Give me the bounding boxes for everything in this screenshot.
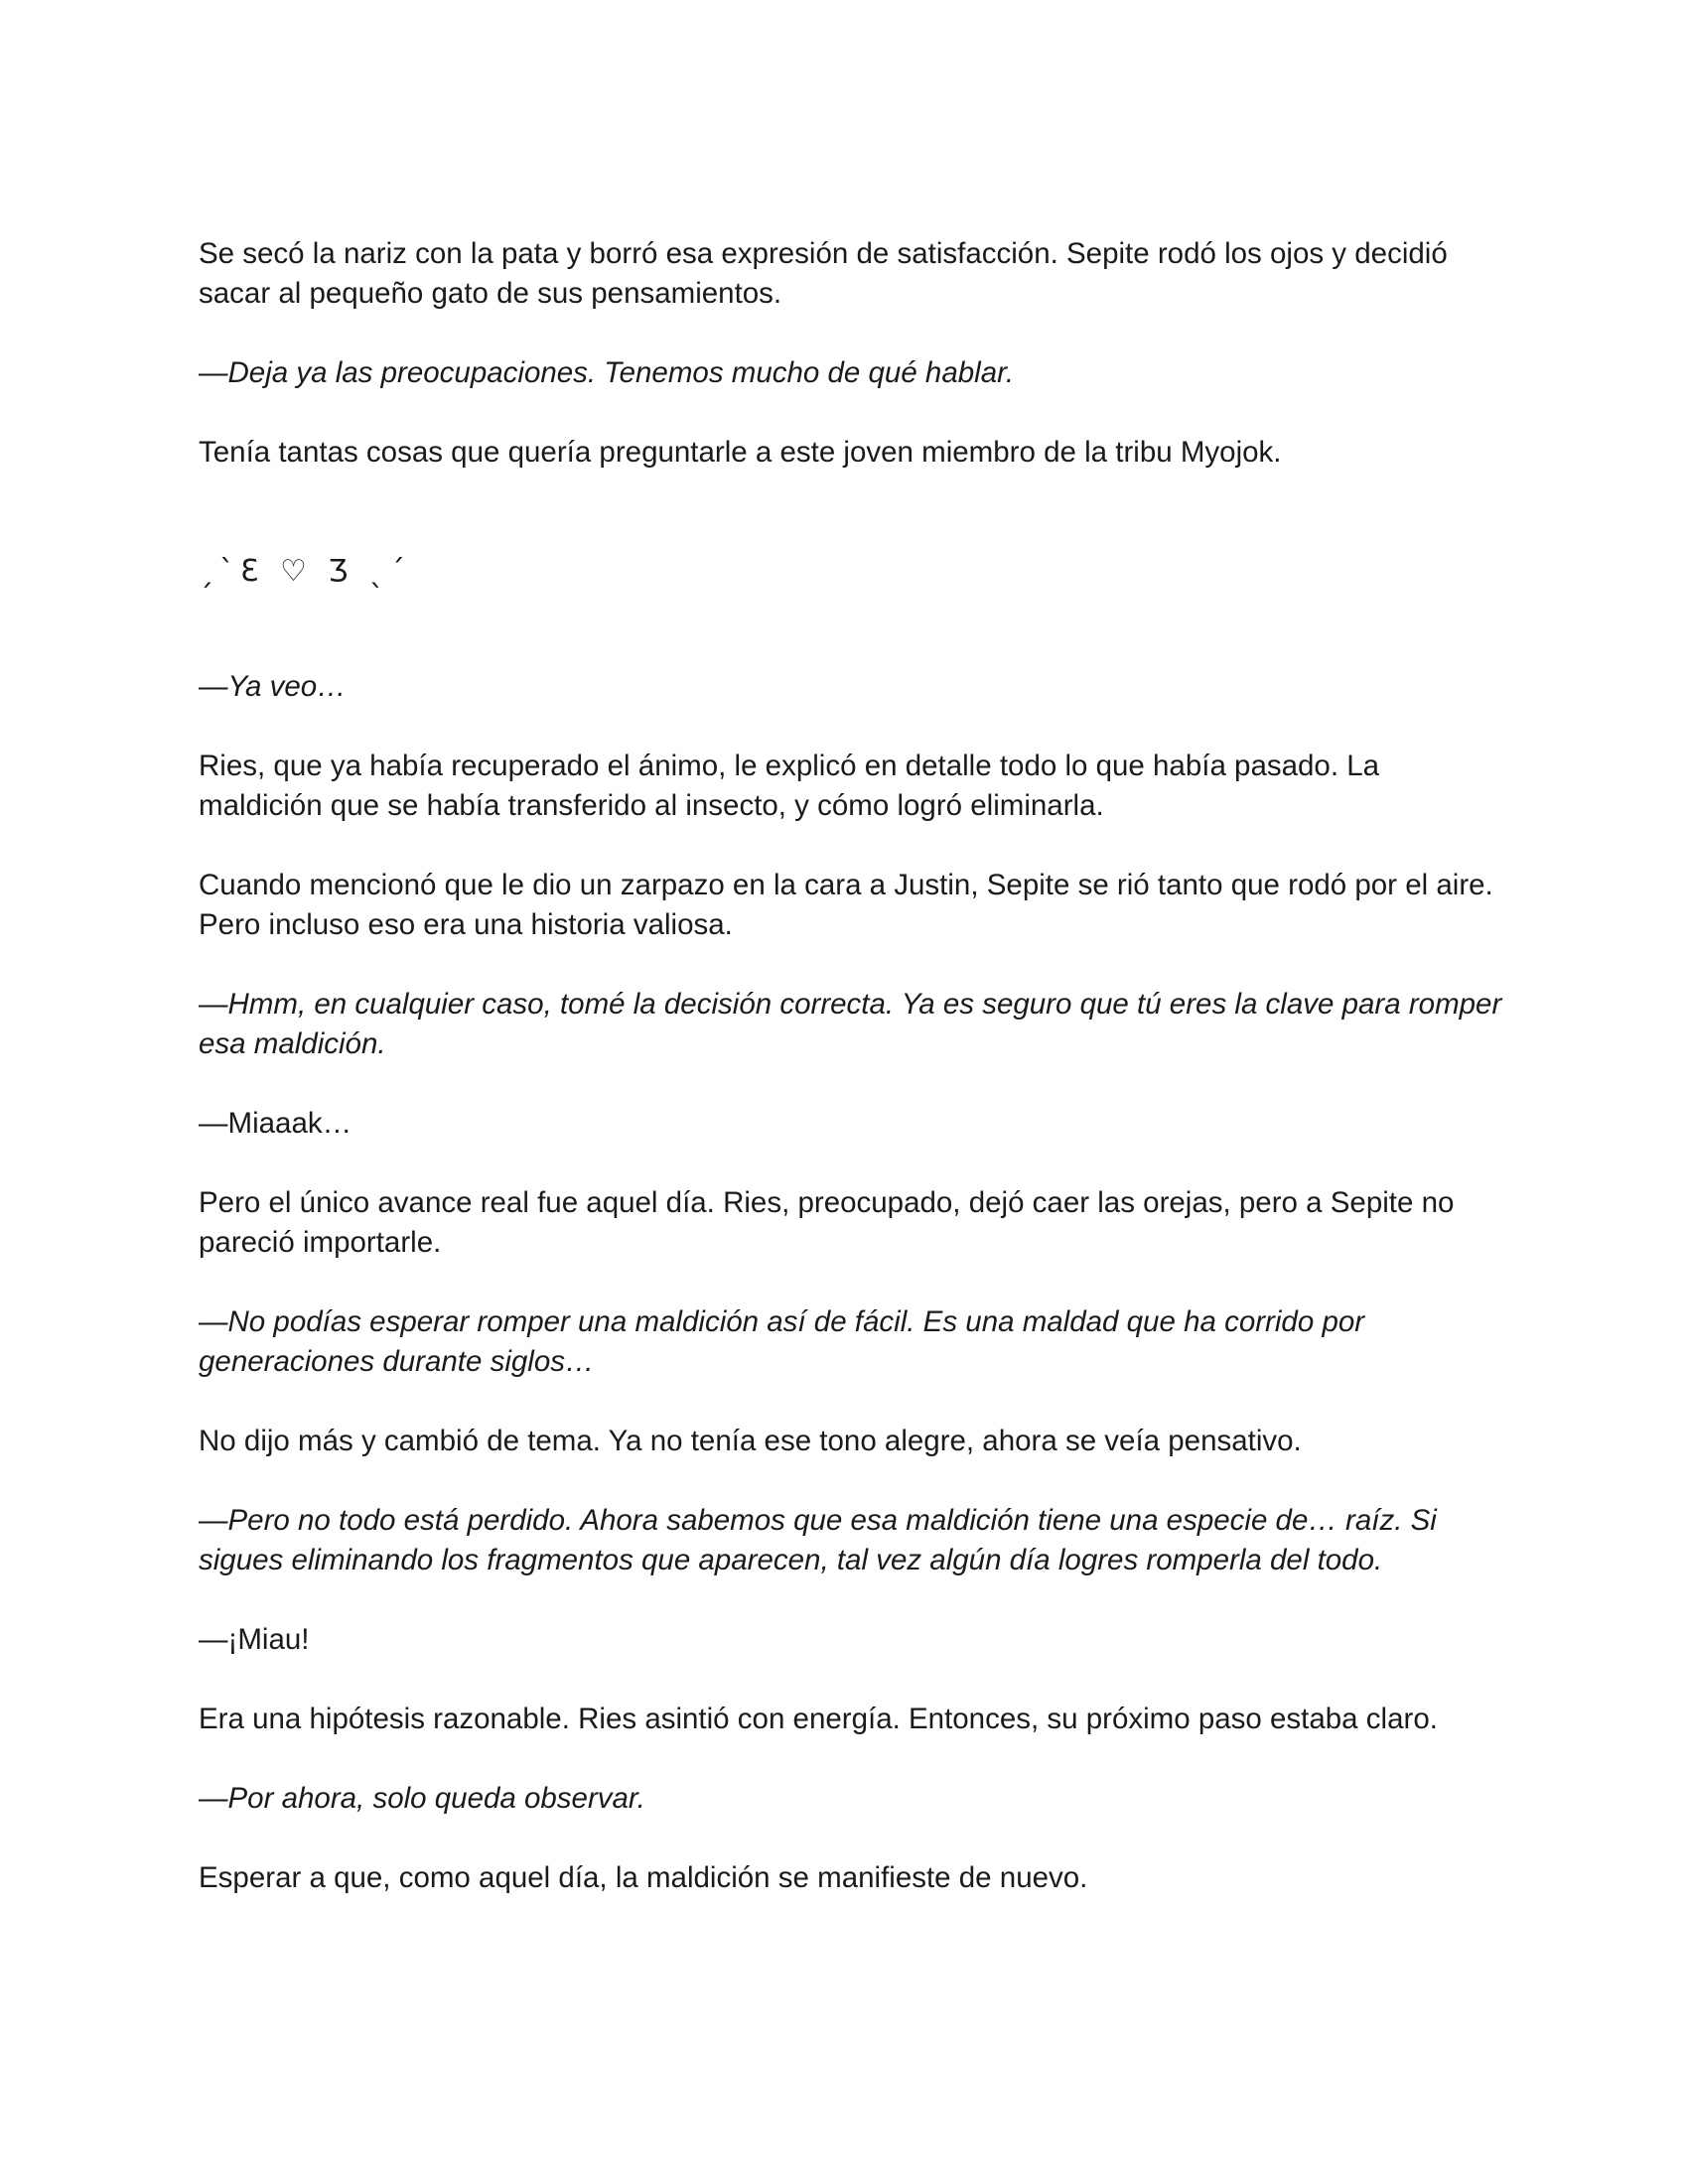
paragraph: No dijo más y cambió de tema. Ya no tenía ese tono alegre, ahora se veía pensativo. [199, 1425, 1302, 1457]
paragraph: Pero el único avance real fue aquel día. Ries, preocupado, dejó caer las orejas, pero a Sepite no pareció importarle. [199, 1186, 1455, 1259]
dialogue-paragraph: —No podías esperar romper una maldición así de fácil. Es una maldad que ha corrido por generaciones durante siglos… [199, 1305, 1365, 1378]
paragraph: Esperar a que, como aquel día, la maldición se manifieste de nuevo. [199, 1861, 1088, 1894]
scene-separator-ornament: ˏˋƐ ♡ Ʒ ˎˊ [199, 554, 411, 589]
paragraph: Cuando mencionó que le dio un zarpazo en la cara a Justin, Sepite se rió tanto que rodó por el aire. Pero incluso eso era una historia valiosa. [199, 869, 1493, 941]
document-page [199, 234, 1509, 1938]
dialogue-paragraph: —Ya veo… [199, 670, 347, 703]
paragraph: Ries, que ya había recuperado el ánimo, le explicó en detalle todo lo que había pasado. La maldición que se había transferido al insecto, y cómo logró eliminarla. [199, 750, 1380, 822]
dialogue-paragraph: —Deja ya las preocupaciones. Tenemos mucho de qué hablar. [199, 356, 1015, 389]
dialogue-paragraph: —Hmm, en cualquier caso, tomé la decisión correcta. Ya es seguro que tú eres la clave para romper esa maldición. [199, 988, 1502, 1060]
paragraph: Se secó la nariz con la pata y borró esa expresión de satisfacción. Sepite rodó los ojos y decidió sacar al pequeño gato de sus pensamientos. [199, 237, 1448, 310]
paragraph: Tenía tantas cosas que quería preguntarle a este joven miembro de la tribu Myojok. [199, 436, 1282, 469]
dialogue-paragraph: —¡Miau! [199, 1623, 310, 1656]
dialogue-paragraph: —Por ahora, solo queda observar. [199, 1782, 645, 1815]
paragraph: Era una hipótesis razonable. Ries asintió con energía. Entonces, su próximo paso estaba claro. [199, 1703, 1438, 1735]
dialogue-paragraph: —Miaaak… [199, 1107, 352, 1140]
dialogue-paragraph: —Pero no todo está perdido. Ahora sabemos que esa maldición tiene una especie de… raíz. Si sigues eliminando los fragmentos que aparecen, tal vez algún día logres romperla del todo. [199, 1504, 1437, 1576]
